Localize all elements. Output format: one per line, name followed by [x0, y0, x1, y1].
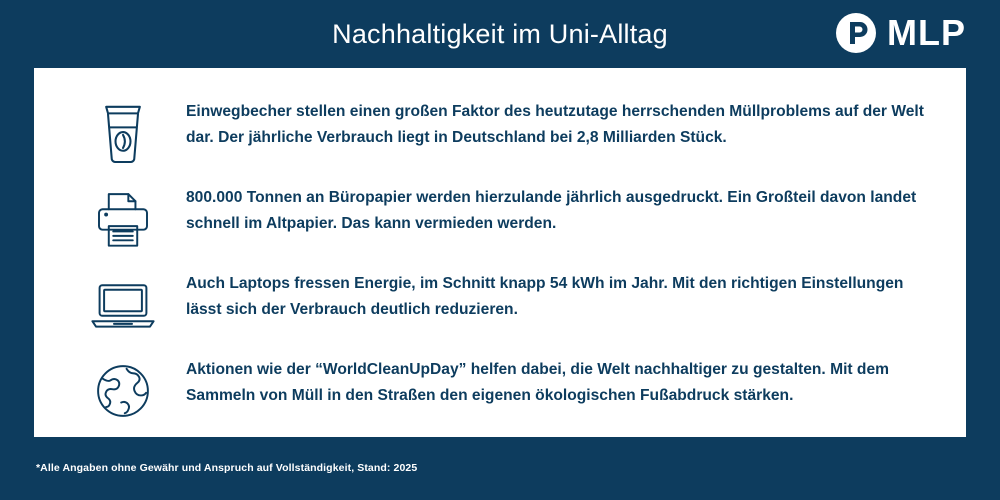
footnote: *Alle Angaben ohne Gewähr und Anspruch auf Vollständigkeit, Stand: 2025 — [36, 462, 418, 474]
list-item-text: Auch Laptops fressen Energie, im Schnitt knapp 54 kWh im Jahr. Mit den richtigen Einstellungen lässt sich der Verbrauch deutlich reduzieren. — [186, 275, 904, 318]
globe-icon — [60, 348, 186, 434]
laptop-icon — [60, 262, 186, 348]
content-card — [34, 68, 966, 437]
coffee-cup-icon — [60, 90, 186, 176]
list-item — [60, 176, 940, 262]
printer-icon — [60, 176, 186, 262]
list-item-text: 800.000 Tonnen an Büropapier werden hierzulande jährlich ausgedruckt. Ein Großteil davon landet schnell im Altpapier. Das kann vermieden werden. — [186, 189, 917, 232]
list-item — [60, 262, 940, 348]
list-item-text: Aktionen wie der “WorldCleanUpDay” helfen dabei, die Welt nachhaltiger zu gestalten. Mit dem Sammeln von Müll in den Straßen den eigenen ökologischen Fußabdruck stärken. — [186, 361, 889, 404]
list-item-text: Einwegbecher stellen einen großen Faktor des heutzutage herrschenden Müllproblems auf der Welt dar. Der jährliche Verbrauch liegt in Deutschland bei 2,8 Milliarden Stück. — [186, 103, 924, 146]
list-item — [60, 348, 940, 434]
list-item — [60, 90, 940, 176]
page-title: Nachhaltigkeit im Uni-Alltag — [332, 18, 668, 49]
brand-logo — [835, 12, 966, 54]
mlp-circle-p-icon — [835, 12, 877, 54]
brand-name: MLP — [887, 12, 966, 53]
